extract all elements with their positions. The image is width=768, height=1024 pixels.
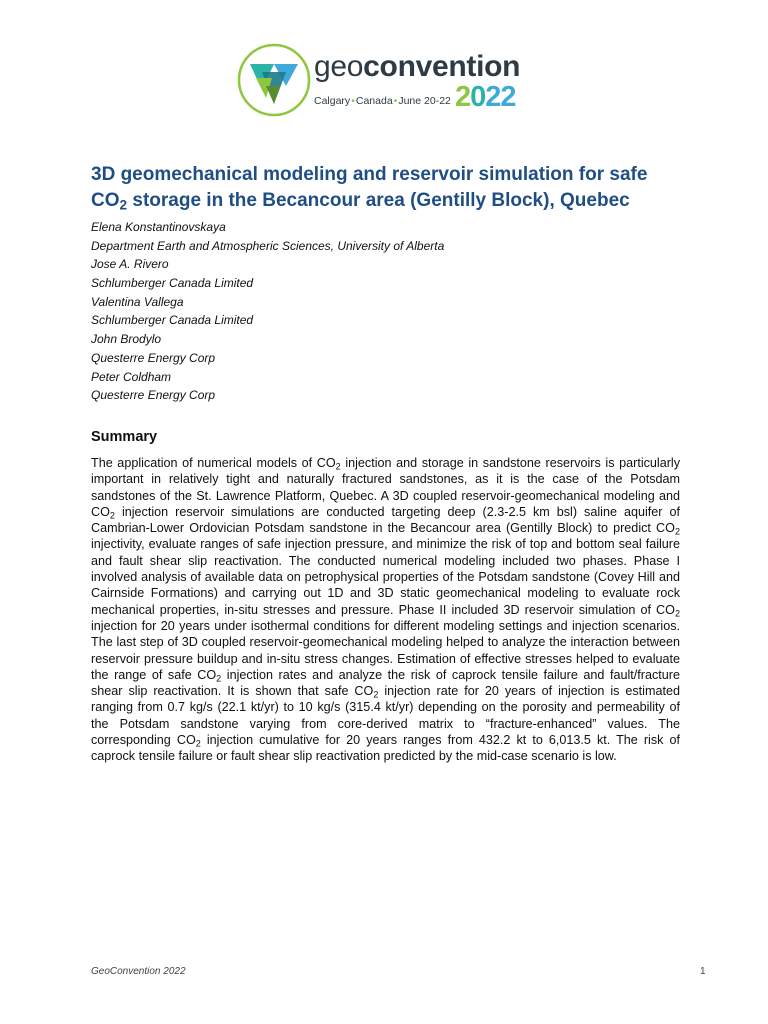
author-name: Valentina Vallega <box>91 294 184 309</box>
page-number: 1 <box>700 966 706 977</box>
author-affiliation: Questerre Energy Corp <box>91 388 216 403</box>
author-list <box>91 218 691 405</box>
summary-heading: Summary <box>91 429 158 445</box>
geoconvention-logo <box>236 42 536 122</box>
author-name: Jose A. Rivero <box>91 257 169 272</box>
author-affiliation: Schlumberger Canada Limited <box>91 313 254 328</box>
summary-paragraph: The application of numerical models of $CO_2$ injection and storage in sandstone reservoirs is particularly important in relatively tight and naturally fractured sandstones, as it is the case of the Potsdam sandstones of the St. Lawrence Platform, Quebec. A 3D coupled reservoir-geomechanical modeling and $CO_2$ injection reservoir simulations are conducted targeting deep (2.3-2.5 km bsl) saline aquifer of Cambrian-Lower Ordovician Potsdam sandstone in the Becancour area (Gentilly Block) to predict $CO_2$ injectivity, evaluate ranges of safe injection pressure, and minimize the risk of top and bottom seal failure and fault shear slip reactivation. The conducted numerical modeling included two phases. Phase I involved analysis of available data on petrophysical properties of the Potsdam sandstone (Covey Hill and Cairnside Formations) and carrying out 1D and 3D static geomechanical modeling to evaluate rock mechanical properties, in-situ stresses and pressure. Phase II included 3D reservoir simulation of $CO_2$ injection for 20 years under isothermal conditions for different modeling settings and injection scenarios. The last step of 3D coupled reservoir-geomechanical modeling helped to analyze the interaction between reservoir pressure buildup and in-situ stress changes. Estimation of effective stresses helped to evaluate the range of safe $CO_2$ injection rates and analyze the risk of caprock tensile failure and fault/fracture shear slip reactivation. It is shown that safe $CO_2$ injection rate for 20 years of injection is estimated ranging from 0.7 kg/s (22.1 kt/yr) to 10 kg/s (315.4 kt/yr) depending on the porosity and permeability of the Potsdam sandstone varying from core-derived matrix to “fracture-enhanced” values. The corresponding $CO_2$ injection cumulative for 20 years ranges from 432.2 kt to 6,013.5 kt. The risk of caprock tensile failure or fault shear slip reactivation predicted by the mid-case scenario is low. <box>91 456 681 764</box>
paper-title: 3D geomechanical modeling and reservoir simulation for safe $CO_2$ storage in the Becancour area (Gentilly Block), Quebec <box>91 164 648 213</box>
logo-subtitle: Calgary•Canada•June 20-22 <box>314 95 451 107</box>
logo-mark-icon <box>236 42 312 118</box>
author-affiliation: Department Earth and Atmospheric Sciences, University of Alberta <box>91 238 445 253</box>
author-name: Peter Coldham <box>91 369 172 384</box>
footer-conference: GeoConvention 2022 <box>91 966 186 977</box>
author-name: Elena Konstantinovskaya <box>91 220 226 234</box>
author-affiliation: Questerre Energy Corp <box>91 350 216 365</box>
author-affiliation: Schlumberger Canada Limited <box>91 276 254 291</box>
logo-year: 2022 <box>455 81 516 113</box>
author-name: John Brodylo <box>91 332 162 347</box>
logo-wordmark: geoconvention <box>314 50 521 83</box>
